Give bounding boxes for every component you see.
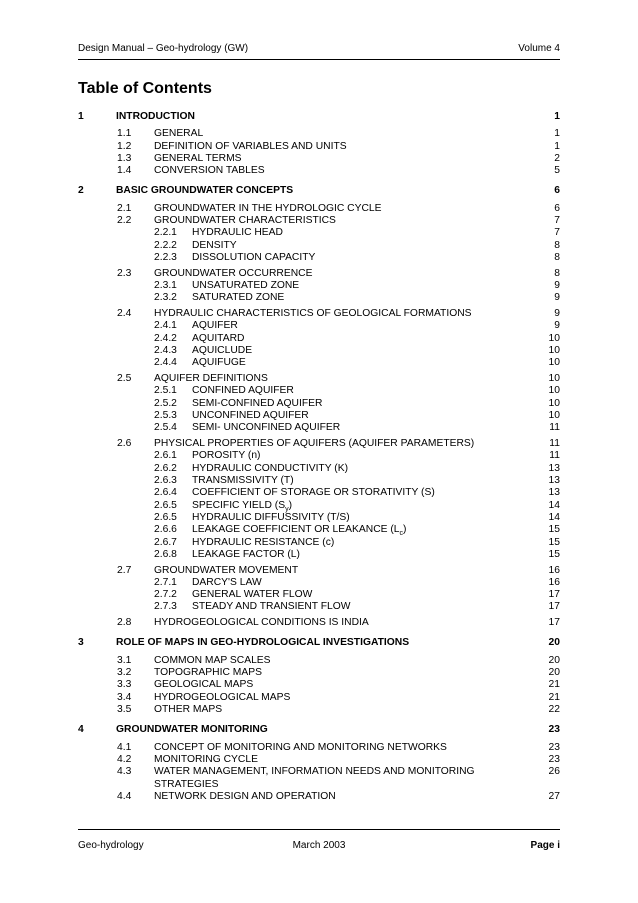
toc-title: DARCY'S LAW <box>192 576 262 588</box>
toc-page: 9 <box>554 320 560 332</box>
toc-number: 2.2.1 <box>154 227 177 239</box>
toc-title: ROLE OF MAPS IN GEO-HYDROLOGICAL INVESTIGATIONS <box>116 637 410 649</box>
toc-title: AQUITARD <box>192 332 245 344</box>
toc-page: 23 <box>548 741 560 753</box>
toc-number: 4 <box>78 723 84 735</box>
toc-page: 20 <box>548 667 560 679</box>
toc-page: 10 <box>548 345 560 357</box>
toc-title: GENERAL TERMS <box>154 152 242 164</box>
toc-entry[interactable] <box>78 422 560 434</box>
toc-title: INTRODUCTION <box>116 110 195 122</box>
toc-entry[interactable] <box>78 463 560 475</box>
toc-number: 4.2 <box>117 753 132 765</box>
toc-page: 26 <box>548 766 560 778</box>
toc-entry[interactable] <box>78 704 560 716</box>
toc-page: 13 <box>548 487 560 499</box>
toc-entry[interactable] <box>78 500 560 512</box>
toc-title: GROUNDWATER MONITORING <box>116 723 268 735</box>
toc-page: 23 <box>548 723 560 735</box>
header-right-text: Volume 4 <box>518 43 560 54</box>
toc-number: 2.4 <box>117 308 132 320</box>
toc-page: 10 <box>548 397 560 409</box>
toc-number: 2.3.2 <box>154 292 177 304</box>
toc-title: PHYSICAL PROPERTIES OF AQUIFERS (AQUIFER PARAMETERS) <box>154 438 475 450</box>
toc-page: 11 <box>549 438 560 450</box>
toc-entry[interactable] <box>78 766 560 791</box>
toc-title: HYDROGEOLOGICAL CONDITIONS IS INDIA <box>154 617 369 629</box>
toc-entry[interactable] <box>78 357 560 369</box>
toc-entry[interactable] <box>78 268 560 280</box>
toc-title: AQUIFER DEFINITIONS <box>154 373 268 385</box>
toc-number: 3 <box>78 637 84 649</box>
toc-number: 4.4 <box>117 790 132 802</box>
page-title: Table of Contents <box>78 80 212 97</box>
toc-page: 17 <box>548 617 560 629</box>
toc-entry[interactable] <box>78 333 560 345</box>
toc-title: GROUNDWATER MOVEMENT <box>154 564 299 576</box>
toc-entry[interactable] <box>78 589 560 601</box>
toc-title: CONFINED AQUIFER <box>192 385 294 397</box>
toc-title: UNCONFINED AQUIFER <box>192 410 309 422</box>
toc-title: SPECIFIC YIELD $(S_y)$ <box>192 499 293 513</box>
header-rule <box>78 59 560 60</box>
toc-entry[interactable] <box>78 373 560 385</box>
table-of-contents <box>78 103 560 803</box>
toc-page: 14 <box>548 511 560 523</box>
toc-page: 2 <box>554 152 560 164</box>
toc-number: 2.3 <box>117 267 132 279</box>
toc-entry[interactable] <box>78 345 560 357</box>
toc-number: 2.6.5 <box>154 511 177 523</box>
toc-page: 6 <box>554 184 560 196</box>
toc-page: 9 <box>554 280 560 292</box>
toc-number: 2.4.1 <box>154 320 177 332</box>
toc-entry[interactable] <box>78 549 560 561</box>
toc-entry[interactable] <box>78 215 560 227</box>
toc-title: AQUICLUDE <box>192 345 253 357</box>
toc-page: 11 <box>549 450 560 462</box>
toc-entry[interactable] <box>78 601 560 613</box>
toc-entry[interactable] <box>78 292 560 304</box>
toc-entry[interactable] <box>78 128 560 140</box>
toc-number: 3.5 <box>117 704 132 716</box>
toc-page: 5 <box>554 165 560 177</box>
toc-entry[interactable] <box>78 742 560 754</box>
toc-title: HYDRAULIC CHARACTERISTICS OF GEOLOGICAL FORMATIONS <box>154 308 472 320</box>
toc-page: 10 <box>548 410 560 422</box>
toc-entry[interactable] <box>78 280 560 292</box>
toc-page: 1 <box>554 110 560 122</box>
toc-number: 3.1 <box>117 654 132 666</box>
toc-number: 2.6 <box>117 438 132 450</box>
toc-page: 20 <box>548 654 560 666</box>
toc-entry[interactable] <box>78 667 560 679</box>
toc-number: 3.3 <box>117 679 132 691</box>
toc-entry[interactable] <box>78 252 560 264</box>
toc-title: GENERAL <box>154 128 204 140</box>
toc-number: 2.4.2 <box>154 332 177 344</box>
toc-number: 2.7.2 <box>154 589 177 601</box>
toc-page: 10 <box>548 385 560 397</box>
toc-page: 11 <box>549 422 560 434</box>
toc-title: GROUNDWATER IN THE HYDROLOGIC CYCLE <box>154 202 382 214</box>
toc-title: GROUNDWATER CHARACTERISTICS <box>154 215 336 227</box>
toc-page: 8 <box>554 267 560 279</box>
toc-title: AQUIFUGE <box>192 357 246 369</box>
toc-number: 2.1 <box>117 202 132 214</box>
toc-title: STEADY AND TRANSIENT FLOW <box>192 601 351 613</box>
toc-entry[interactable] <box>78 475 560 487</box>
toc-number: 2 <box>78 184 84 196</box>
toc-entry[interactable] <box>78 724 560 736</box>
toc-entry[interactable] <box>78 438 560 450</box>
toc-number: 2.2.2 <box>154 239 177 251</box>
toc-number: 2.6.6 <box>154 524 177 536</box>
toc-entry[interactable] <box>78 398 560 410</box>
toc-page: 10 <box>548 332 560 344</box>
toc-page: 21 <box>548 691 560 703</box>
toc-entry[interactable] <box>78 617 560 629</box>
toc-entry[interactable] <box>78 512 560 524</box>
toc-title: HYDROGEOLOGICAL MAPS <box>154 691 291 703</box>
toc-number: 1.3 <box>117 152 132 164</box>
toc-title: TRANSMISSIVITY (T) <box>192 475 294 487</box>
toc-page: 9 <box>554 308 560 320</box>
toc-entry[interactable] <box>78 637 560 649</box>
toc-number: 2.5.3 <box>154 410 177 422</box>
toc-page: 13 <box>548 475 560 487</box>
toc-number: 4.3 <box>117 766 132 778</box>
toc-entry[interactable] <box>78 227 560 239</box>
toc-page: 7 <box>554 227 560 239</box>
toc-entry[interactable] <box>78 487 560 499</box>
toc-number: 2.5 <box>117 373 132 385</box>
toc-number: 1.4 <box>117 165 132 177</box>
toc-title: UNSATURATED ZONE <box>192 280 300 292</box>
toc-title: CONVERSION TABLES <box>154 165 265 177</box>
toc-number: 4.1 <box>117 741 132 753</box>
toc-number: 2.6.7 <box>154 536 177 548</box>
toc-entry[interactable] <box>78 203 560 215</box>
toc-entry[interactable] <box>78 655 560 667</box>
toc-number: 3.2 <box>117 667 132 679</box>
toc-entry[interactable] <box>78 754 560 766</box>
toc-entry[interactable] <box>78 524 560 536</box>
toc-number: 2.6.8 <box>154 548 177 560</box>
toc-entry[interactable] <box>78 111 560 123</box>
header-left-text: Design Manual – Geo-hydrology (GW) <box>78 43 249 54</box>
toc-entry[interactable] <box>78 141 560 153</box>
toc-title: LEAKAGE COEFFICIENT OR LEAKANCE $(L_c)$ <box>192 524 407 538</box>
footer-left-text: Geo-hydrology <box>78 840 144 851</box>
toc-page: 17 <box>548 589 560 601</box>
toc-number: 2.5.2 <box>154 397 177 409</box>
toc-entry[interactable] <box>78 385 560 397</box>
toc-number: 2.4.4 <box>154 357 177 369</box>
toc-page: 6 <box>554 202 560 214</box>
toc-page: 20 <box>548 637 560 649</box>
toc-number: 2.3.1 <box>154 280 177 292</box>
toc-page: 10 <box>548 373 560 385</box>
toc-number: 2.6.1 <box>154 450 177 462</box>
toc-title: SATURATED ZONE <box>192 292 285 304</box>
toc-number: 2.7.3 <box>154 601 177 613</box>
toc-entry[interactable] <box>78 153 560 165</box>
toc-number: 2.7.1 <box>154 576 177 588</box>
toc-entry[interactable] <box>78 450 560 462</box>
toc-page: 1 <box>554 140 560 152</box>
toc-page: 15 <box>548 548 560 560</box>
toc-title: GENERAL WATER FLOW <box>192 589 313 601</box>
toc-page: 21 <box>548 679 560 691</box>
footer-rule <box>78 829 560 830</box>
toc-number: 2.8 <box>117 617 132 629</box>
toc-page: 1 <box>554 128 560 140</box>
toc-number: 1.2 <box>117 140 132 152</box>
toc-title: GROUNDWATER OCCURRENCE <box>154 267 313 279</box>
toc-entry[interactable] <box>78 320 560 332</box>
toc-page: 8 <box>554 239 560 251</box>
toc-number: 2.6.3 <box>154 475 177 487</box>
toc-page: 13 <box>548 462 560 474</box>
toc-title: LEAKAGE FACTOR (L) <box>192 548 300 560</box>
toc-title: NETWORK DESIGN AND OPERATION <box>154 790 336 802</box>
toc-page: 17 <box>548 601 560 613</box>
toc-number: 2.7 <box>117 564 132 576</box>
toc-entry[interactable] <box>78 165 560 177</box>
toc-number: 1.1 <box>117 128 132 140</box>
toc-entry[interactable] <box>78 577 560 589</box>
toc-page: 27 <box>548 790 560 802</box>
toc-title: HYDRAULIC CONDUCTIVITY (K) <box>192 462 348 474</box>
toc-page: 22 <box>548 704 560 716</box>
toc-title: CONCEPT OF MONITORING AND MONITORING NETWORKS <box>154 741 447 753</box>
toc-title: MONITORING CYCLE <box>154 753 258 765</box>
toc-title: COEFFICIENT OF STORAGE OR STORATIVITY (S) <box>192 487 435 499</box>
toc-page: 10 <box>548 357 560 369</box>
toc-page: 16 <box>548 576 560 588</box>
toc-page: 9 <box>554 292 560 304</box>
toc-entry[interactable] <box>78 240 560 252</box>
toc-title: HYDRAULIC DIFFUSSIVITY (T/S) <box>192 511 350 523</box>
toc-number: 2.5.1 <box>154 385 177 397</box>
toc-entry[interactable] <box>78 308 560 320</box>
toc-title: HYDRAULIC HEAD <box>192 227 283 239</box>
toc-number: 2.6.5 <box>154 499 177 511</box>
toc-title: DISSOLUTION CAPACITY <box>192 251 316 263</box>
toc-page: 14 <box>548 499 560 511</box>
toc-number: 2.4.3 <box>154 345 177 357</box>
toc-number: 3.4 <box>117 691 132 703</box>
toc-title: WATER MANAGEMENT, INFORMATION NEEDS AND MONITORING STRATEGIES <box>154 766 475 790</box>
toc-title: HYDRAULIC RESISTANCE (c) <box>192 536 335 548</box>
toc-page: 7 <box>554 215 560 227</box>
toc-entry[interactable] <box>78 679 560 691</box>
toc-entry[interactable] <box>78 565 560 577</box>
toc-entry[interactable] <box>78 537 560 549</box>
toc-title: DENSITY <box>192 239 237 251</box>
toc-number: 2.2.3 <box>154 251 177 263</box>
toc-number: 2.6.4 <box>154 487 177 499</box>
toc-page: 16 <box>548 564 560 576</box>
toc-entry[interactable] <box>78 692 560 704</box>
toc-number: 2.6.2 <box>154 462 177 474</box>
toc-number: 1 <box>78 110 84 122</box>
toc-title: TOPOGRAPHIC MAPS <box>154 667 262 679</box>
toc-title: GEOLOGICAL MAPS <box>154 679 254 691</box>
toc-title: BASIC GROUNDWATER CONCEPTS <box>116 184 294 196</box>
toc-entry[interactable] <box>78 410 560 422</box>
toc-number: 2.5.4 <box>154 422 177 434</box>
toc-title: SEMI- UNCONFINED AQUIFER <box>192 422 341 434</box>
footer-date: March 2003 <box>292 840 346 851</box>
toc-number: 2.2 <box>117 215 132 227</box>
toc-page: 15 <box>548 536 560 548</box>
toc-title: SEMI-CONFINED AQUIFER <box>192 397 323 409</box>
toc-title: DEFINITION OF VARIABLES AND UNITS <box>154 140 347 152</box>
page-number: Page i <box>530 840 560 851</box>
toc-title: COMMON MAP SCALES <box>154 654 271 666</box>
toc-title: OTHER MAPS <box>154 704 223 716</box>
toc-entry[interactable] <box>78 791 560 803</box>
toc-page: 23 <box>548 753 560 765</box>
toc-page: 15 <box>548 524 560 536</box>
toc-page: 8 <box>554 251 560 263</box>
toc-title: POROSITY (n) <box>192 450 261 462</box>
toc-entry[interactable] <box>78 185 560 197</box>
toc-title: AQUIFER <box>192 320 238 332</box>
